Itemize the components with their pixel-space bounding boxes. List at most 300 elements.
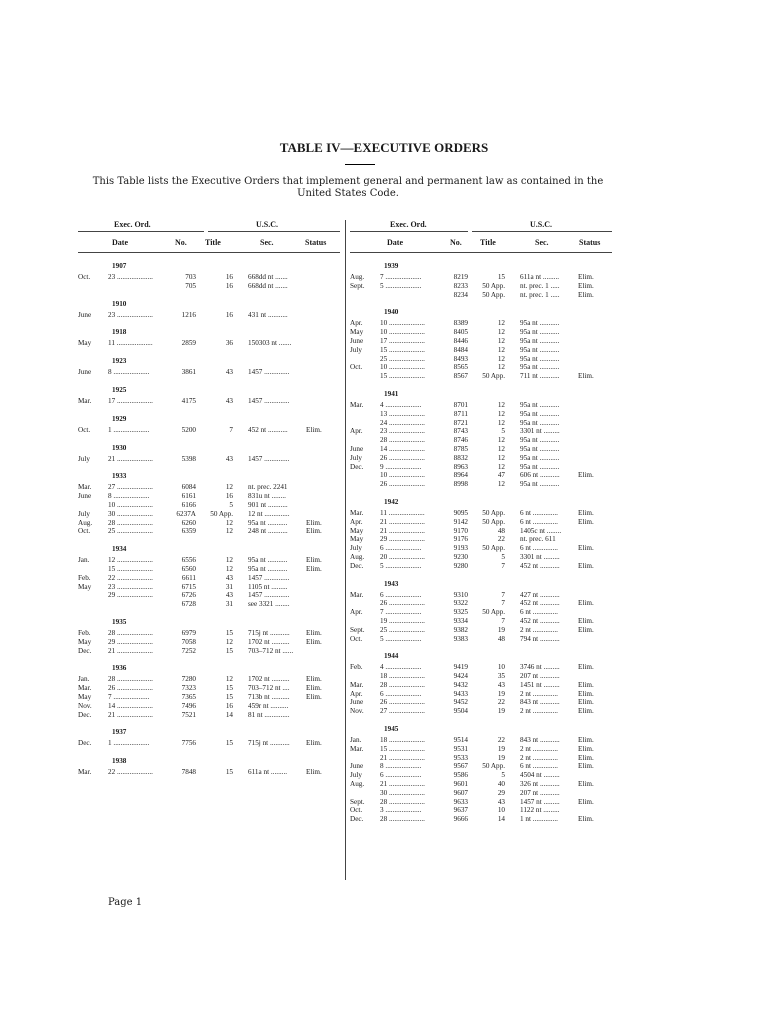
- order-number-cell: 6359: [181, 527, 196, 536]
- order-number-cell: 9504: [453, 707, 468, 716]
- day-cell: 3 ....................: [380, 806, 422, 815]
- order-number-cell: 8785: [453, 444, 468, 453]
- order-number-cell: 5200: [181, 425, 196, 434]
- table-row: [350, 273, 612, 282]
- order-number-cell: 9383: [453, 634, 468, 643]
- order-number-cell: 8233: [453, 281, 468, 290]
- day-cell: 30 ....................: [380, 788, 425, 797]
- day-cell: 15 ....................: [108, 564, 153, 573]
- header-usc: U.S.C.: [256, 220, 279, 229]
- month-cell: May: [78, 339, 92, 348]
- title-cell: 16: [225, 492, 233, 501]
- order-number-cell: 8832: [453, 453, 468, 462]
- table-row: [350, 635, 612, 644]
- day-cell: 5 ....................: [380, 634, 422, 643]
- day-cell: 1 ....................: [108, 425, 150, 434]
- title-cell: 19: [497, 689, 505, 698]
- title-cell: 50 App.: [210, 509, 233, 518]
- month-cell: Sept.: [350, 797, 365, 806]
- month-cell: Dec.: [78, 646, 92, 655]
- day-cell: 6 ....................: [380, 771, 422, 780]
- day-cell: 11 ....................: [108, 339, 153, 348]
- order-number-cell: 6611: [181, 573, 196, 582]
- section-cell: 1 nt ..............: [520, 815, 558, 824]
- status-cell: Elim.: [578, 736, 594, 745]
- order-number-cell: 9424: [453, 672, 468, 681]
- day-cell: 15 ....................: [380, 345, 425, 354]
- order-number-cell: 9280: [453, 561, 468, 570]
- title-cell: 12: [497, 462, 505, 471]
- day-cell: 28 ....................: [108, 628, 153, 637]
- day-cell: 19 ....................: [380, 616, 425, 625]
- table-row: [78, 483, 340, 492]
- month-cell: June: [350, 444, 364, 453]
- order-number-cell: 7252: [181, 646, 196, 655]
- title-cell: 12: [497, 336, 505, 345]
- status-cell: Elim.: [306, 637, 322, 646]
- day-cell: 8 ....................: [380, 762, 422, 771]
- month-cell: Apr.: [350, 689, 363, 698]
- table-row: [350, 427, 612, 436]
- order-number-cell: 8711: [453, 409, 468, 418]
- order-number-cell: 8389: [453, 319, 468, 328]
- month-cell: June: [350, 336, 364, 345]
- order-number-cell: 6726: [181, 591, 196, 600]
- day-cell: 23 ....................: [108, 273, 153, 281]
- title-cell: 12: [497, 436, 505, 445]
- section-cell: 713b nt ..........: [248, 692, 290, 701]
- title-cell: 12: [225, 483, 233, 492]
- section-cell: 452 nt ...........: [520, 599, 560, 608]
- table-row: [350, 617, 612, 626]
- page-number: Page 1: [108, 897, 143, 908]
- order-number-cell: 7756: [181, 739, 196, 748]
- table-row: [350, 363, 612, 372]
- section-cell: 703–712 nt ....: [248, 684, 290, 693]
- title-cell: 16: [225, 281, 233, 290]
- month-cell: Jan.: [78, 675, 90, 684]
- month-cell: June: [350, 698, 364, 707]
- status-cell: Elim.: [578, 680, 594, 689]
- title-cell: 16: [225, 701, 233, 710]
- year-heading: 1937: [112, 728, 127, 737]
- table-row: [78, 426, 340, 435]
- table-row: [78, 739, 340, 748]
- day-cell: 28 ....................: [380, 815, 425, 824]
- title-cell: 19: [497, 753, 505, 762]
- table-row: [350, 454, 612, 463]
- section-cell: 452 nt ...........: [520, 616, 560, 625]
- title-cell: 5: [501, 771, 505, 780]
- month-cell: Mar.: [78, 396, 92, 405]
- order-number-cell: 703: [185, 273, 196, 281]
- title-cell: 43: [225, 573, 233, 582]
- month-cell: Apr.: [350, 319, 363, 328]
- title-cell: 19: [497, 707, 505, 716]
- section-cell: 1457 ..............: [248, 368, 290, 377]
- day-cell: 21 ....................: [108, 710, 153, 719]
- table-row: [350, 681, 612, 690]
- year-heading: 1945: [384, 725, 399, 734]
- table-row: [78, 574, 340, 583]
- order-number-cell: 8963: [453, 462, 468, 471]
- day-cell: 29 ....................: [108, 637, 153, 646]
- month-cell: Oct.: [78, 527, 91, 536]
- section-cell: nt. prec. 2241: [248, 483, 288, 492]
- day-cell: 15 ....................: [380, 744, 425, 753]
- status-cell: Elim.: [578, 744, 594, 753]
- header-date: Date: [387, 238, 403, 247]
- day-cell: 7 ....................: [108, 692, 150, 701]
- order-number-cell: 6166: [181, 500, 196, 509]
- order-number-cell: 8493: [453, 354, 468, 363]
- year-heading: 1935: [112, 617, 127, 626]
- order-number-cell: 7521: [181, 710, 196, 719]
- title-cell: 7: [501, 599, 505, 608]
- month-cell: June: [78, 492, 92, 501]
- day-cell: 23 ....................: [108, 582, 153, 591]
- order-number-cell: 7280: [181, 675, 196, 684]
- rows-left: [78, 259, 340, 777]
- order-number-cell: 9586: [453, 771, 468, 780]
- title-cell: 15: [225, 768, 233, 777]
- header-status: Status: [579, 238, 601, 247]
- day-cell: 7 ....................: [380, 608, 422, 617]
- table-row: [350, 663, 612, 672]
- table-row: [350, 553, 612, 562]
- table-row: [78, 684, 340, 693]
- year-heading: 1930: [112, 443, 127, 452]
- day-cell: 26 ....................: [380, 480, 425, 489]
- title-cell: 15: [497, 273, 505, 281]
- column-divider: [345, 220, 346, 880]
- month-cell: Dec.: [350, 561, 364, 570]
- header-usc: U.S.C.: [530, 220, 553, 229]
- status-cell: Elim.: [578, 372, 594, 381]
- month-cell: Mar.: [78, 768, 92, 777]
- order-number-cell: 4175: [181, 396, 196, 405]
- table-row: [78, 368, 340, 377]
- status-cell: Elim.: [306, 564, 322, 573]
- month-cell: Mar.: [350, 400, 364, 409]
- table-row: [78, 638, 340, 647]
- table-row: [350, 544, 612, 553]
- title-cell: 31: [225, 582, 233, 591]
- month-cell: Oct.: [350, 634, 363, 643]
- table-row: [350, 291, 612, 300]
- day-cell: 7 ....................: [380, 273, 422, 281]
- section-cell: 2 nt ..............: [520, 707, 558, 716]
- title-cell: 7: [501, 561, 505, 570]
- order-number-cell: 6556: [181, 556, 196, 565]
- day-cell: 29 ....................: [380, 535, 425, 544]
- year-heading: 1941: [384, 389, 399, 398]
- status-cell: Elim.: [306, 768, 322, 777]
- year-heading: 1936: [112, 664, 127, 673]
- status-cell: Elim.: [578, 561, 594, 570]
- year-heading: 1918: [112, 328, 127, 337]
- day-cell: 26 ....................: [108, 684, 153, 693]
- title-cell: 7: [501, 590, 505, 599]
- table-row: [78, 647, 340, 656]
- order-number-cell: 6260: [181, 518, 196, 527]
- table-row: [350, 319, 612, 328]
- day-cell: 4 ....................: [380, 400, 422, 409]
- status-cell: Elim.: [306, 527, 322, 536]
- section-cell: 95a nt ...........: [520, 336, 560, 345]
- status-cell: Elim.: [578, 797, 594, 806]
- title-cell: 12: [497, 480, 505, 489]
- month-cell: Mar.: [350, 744, 364, 753]
- order-number-cell: 8964: [453, 471, 468, 480]
- table-row: [78, 702, 340, 711]
- section-cell: 711 nt ...........: [520, 372, 560, 381]
- header-exec-ord: Exec. Ord.: [390, 220, 427, 229]
- status-cell: Elim.: [578, 471, 594, 480]
- table-row: [350, 798, 612, 807]
- year-heading: 1942: [384, 497, 399, 506]
- header-exec-ord: Exec. Ord.: [114, 220, 151, 229]
- day-cell: 9 ....................: [380, 462, 422, 471]
- day-cell: 25 ....................: [380, 625, 425, 634]
- day-cell: 26 ....................: [380, 453, 425, 462]
- title-cell: 43: [225, 591, 233, 600]
- section-cell: see 3321 ........: [248, 600, 290, 609]
- section-cell: 668dd nt .......: [248, 281, 288, 290]
- order-number-cell: 8567: [453, 372, 468, 381]
- month-cell: Nov.: [350, 707, 364, 716]
- table-row: [350, 518, 612, 527]
- month-cell: July: [350, 345, 362, 354]
- section-cell: 794 nt ...........: [520, 634, 560, 643]
- table-row: [350, 789, 612, 798]
- day-cell: 26 ....................: [380, 599, 425, 608]
- day-cell: 1 ....................: [108, 739, 150, 748]
- table-row: [78, 629, 340, 638]
- month-cell: May: [350, 535, 364, 544]
- section-cell: 248 nt ...........: [248, 527, 288, 536]
- day-cell: 28 ....................: [380, 680, 425, 689]
- title-cell: 15: [225, 646, 233, 655]
- table-row: [78, 583, 340, 592]
- section-cell: 95a nt ...........: [520, 462, 560, 471]
- title-cell: 10: [497, 806, 505, 815]
- title-cell: 43: [497, 797, 505, 806]
- month-cell: May: [78, 582, 92, 591]
- table-row: [350, 527, 612, 536]
- table-row: [350, 562, 612, 571]
- day-cell: 30 ....................: [108, 509, 153, 518]
- status-cell: Elim.: [578, 517, 594, 526]
- title-cell: 10: [497, 663, 505, 672]
- day-cell: 21 ....................: [380, 753, 425, 762]
- month-cell: Dec.: [78, 710, 92, 719]
- table-row: [78, 711, 340, 720]
- day-cell: 14 ....................: [108, 701, 153, 710]
- section-cell: 431 nt ...........: [248, 310, 288, 319]
- month-cell: Aug.: [78, 518, 93, 527]
- day-cell: 6 ....................: [380, 689, 422, 698]
- table-row: [78, 675, 340, 684]
- title-cell: 36: [225, 339, 233, 348]
- section-cell: 427 nt ...........: [520, 590, 560, 599]
- table-row: [350, 372, 612, 381]
- order-number-cell: 9095: [453, 508, 468, 517]
- order-number-cell: 8446: [453, 336, 468, 345]
- section-cell: 95a nt ...........: [248, 556, 288, 565]
- page-title: TABLE IV—EXECUTIVE ORDERS: [279, 140, 489, 155]
- table-row: [78, 311, 340, 320]
- title-cell: 12: [497, 418, 505, 427]
- section-cell: 715j nt ...........: [248, 628, 290, 637]
- header-sec: Sec.: [260, 238, 274, 247]
- status-cell: Elim.: [578, 762, 594, 771]
- header-status: Status: [305, 238, 327, 247]
- order-number-cell: 6084: [181, 483, 196, 492]
- section-cell: 95a nt ...........: [520, 409, 560, 418]
- title-cell: 12: [497, 319, 505, 328]
- order-number-cell: 7496: [181, 701, 196, 710]
- table-row: [350, 328, 612, 337]
- table-row: [78, 282, 340, 291]
- table-row: [78, 591, 340, 600]
- section-cell: nt. prec. 1 .....: [520, 281, 560, 290]
- section-cell: 95a nt ...........: [248, 518, 288, 527]
- table-row: [78, 501, 340, 510]
- table-row: [350, 535, 612, 544]
- order-number-cell: 9567: [453, 762, 468, 771]
- section-cell: 1451 nt .........: [520, 680, 560, 689]
- status-cell: Elim.: [306, 739, 322, 748]
- day-cell: 23 ....................: [108, 310, 153, 319]
- order-number-cell: 7323: [181, 684, 196, 693]
- title-cell: 14: [225, 710, 233, 719]
- title-cell: 12: [497, 444, 505, 453]
- table-row: [350, 745, 612, 754]
- order-number-cell: 6715: [181, 582, 196, 591]
- month-cell: Mar.: [78, 684, 92, 693]
- status-cell: Elim.: [578, 290, 594, 299]
- year-heading: 1933: [112, 472, 127, 481]
- rows-right: [350, 259, 612, 824]
- title-cell: 29: [497, 788, 505, 797]
- section-cell: 715j nt ...........: [248, 739, 290, 748]
- order-number-cell: 6979: [181, 628, 196, 637]
- section-cell: 2 nt ..............: [520, 689, 558, 698]
- day-cell: 21 ....................: [108, 454, 153, 463]
- title-cell: 12: [497, 363, 505, 372]
- title-cell: 12: [225, 556, 233, 565]
- day-cell: 12 ....................: [108, 556, 153, 565]
- title-cell: 14: [497, 815, 505, 824]
- title-cell: 12: [497, 328, 505, 337]
- order-number-cell: 9514: [453, 736, 468, 745]
- month-cell: Mar.: [350, 508, 364, 517]
- section-cell: 6 nt ..............: [520, 544, 558, 553]
- day-cell: 6 ....................: [380, 590, 422, 599]
- month-cell: May: [350, 526, 364, 535]
- order-number-cell: 9432: [453, 680, 468, 689]
- header-no: No.: [450, 238, 462, 247]
- section-cell: nt. prec. 1 .....: [520, 290, 560, 299]
- day-cell: 25 ....................: [108, 527, 153, 536]
- day-cell: 8 ....................: [108, 368, 150, 377]
- table-row: [78, 565, 340, 574]
- table-row: [78, 492, 340, 501]
- title-cell: 50 App.: [482, 290, 505, 299]
- section-cell: 3746 nt .........: [520, 663, 560, 672]
- month-cell: Apr.: [350, 517, 363, 526]
- title-cell: 47: [497, 471, 505, 480]
- section-cell: 95a nt ...........: [520, 436, 560, 445]
- table-row: [350, 346, 612, 355]
- order-number-cell: 7058: [181, 637, 196, 646]
- month-cell: June: [78, 310, 92, 319]
- month-cell: Mar.: [350, 680, 364, 689]
- table-row: [350, 436, 612, 445]
- order-number-cell: 8219: [453, 273, 468, 281]
- table-row: [350, 355, 612, 364]
- month-cell: May: [78, 637, 92, 646]
- section-cell: 6 nt ..............: [520, 762, 558, 771]
- title-cell: 22: [497, 736, 505, 745]
- table-row: [350, 599, 612, 608]
- month-cell: May: [78, 692, 92, 701]
- title-cell: 50 App.: [482, 608, 505, 617]
- month-cell: Aug.: [350, 780, 365, 789]
- order-number-cell: 8746: [453, 436, 468, 445]
- section-cell: 1405c nt ........: [520, 526, 562, 535]
- status-cell: Elim.: [578, 281, 594, 290]
- section-cell: 668dd nt .......: [248, 273, 288, 281]
- title-cell: 43: [497, 680, 505, 689]
- table-row: [350, 815, 612, 824]
- year-heading: 1939: [384, 262, 399, 270]
- title-cell: 12: [497, 400, 505, 409]
- year-heading: 1944: [384, 652, 399, 661]
- title-cell: 5: [501, 427, 505, 436]
- title-cell: 48: [497, 634, 505, 643]
- title-rule: [345, 164, 375, 165]
- title-cell: 19: [497, 625, 505, 634]
- table-row: [350, 471, 612, 480]
- order-number-cell: 6161: [181, 492, 196, 501]
- day-cell: 17 ....................: [108, 396, 153, 405]
- table-row: [350, 591, 612, 600]
- status-cell: Elim.: [578, 508, 594, 517]
- table-row: [350, 698, 612, 707]
- status-cell: Elim.: [578, 544, 594, 553]
- table-row: [78, 397, 340, 406]
- header-rule-exec: [78, 231, 204, 232]
- year-heading: 1929: [112, 414, 127, 423]
- day-cell: 25 ....................: [380, 354, 425, 363]
- table-column-left: [78, 218, 340, 777]
- intro-paragraph: This Table lists the Executive Orders that implement general and permanent law as contained in the United States Code.: [92, 176, 604, 199]
- month-cell: Oct.: [350, 806, 363, 815]
- section-cell: 95a nt ...........: [520, 363, 560, 372]
- status-cell: Elim.: [578, 689, 594, 698]
- section-cell: 95a nt ...........: [520, 345, 560, 354]
- day-cell: 28 ....................: [380, 436, 425, 445]
- order-number-cell: 8743: [453, 427, 468, 436]
- section-cell: 95a nt ...........: [520, 453, 560, 462]
- header-date: Date: [112, 238, 128, 247]
- day-cell: 21 ....................: [380, 780, 425, 789]
- month-cell: July: [78, 454, 90, 463]
- section-cell: 843 nt ...........: [520, 736, 560, 745]
- day-cell: 10 ....................: [380, 319, 425, 328]
